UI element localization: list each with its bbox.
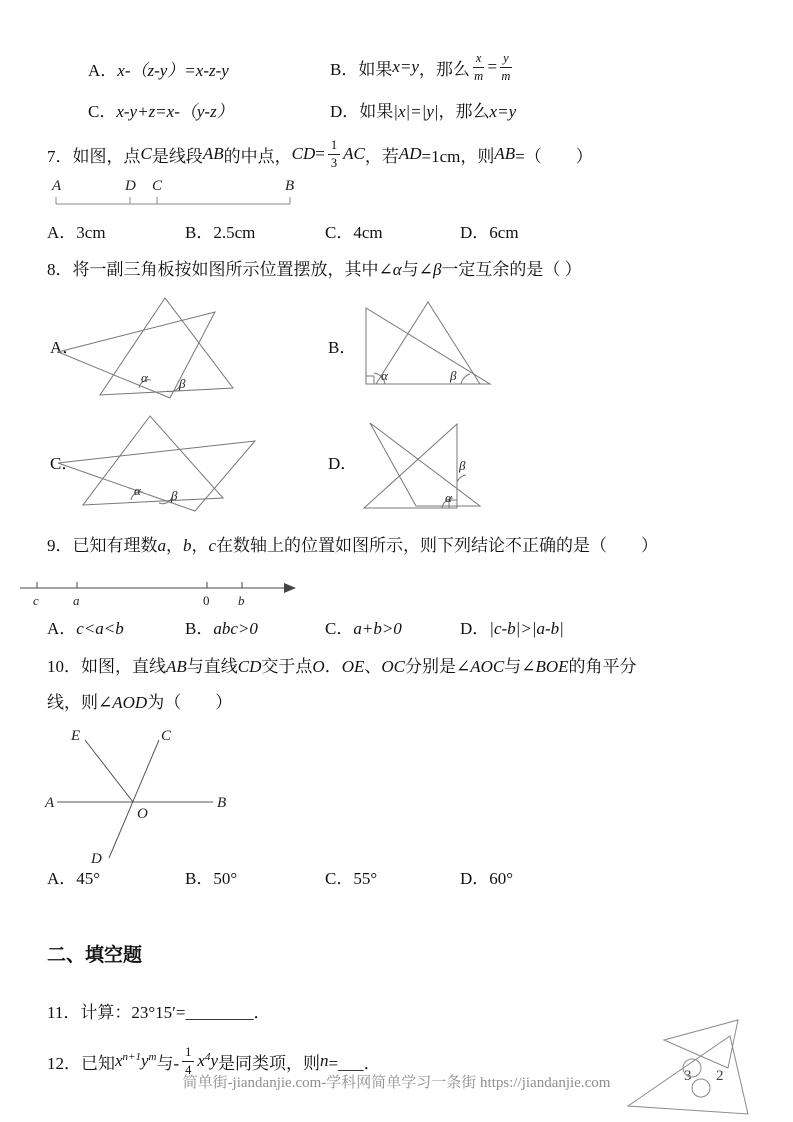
stem-math: AB (166, 657, 187, 676)
point-d-label: D (125, 178, 136, 194)
stem-text: 与直线 (186, 657, 238, 676)
option-text: ，那么 (418, 59, 470, 79)
question-number: 7． (47, 146, 73, 166)
exponent: 4 (204, 1050, 211, 1063)
option-letter: B． (185, 619, 214, 638)
stem-math: y (210, 1051, 218, 1071)
option-letter: B． (330, 59, 359, 79)
question-number: 9． (47, 536, 73, 555)
option-math: x-（z-y）=x-z-y (117, 61, 229, 80)
option-value: 50° (213, 869, 238, 888)
fraction-denominator: 3 (330, 155, 338, 170)
stem-text: 一定互余的是（ ） (441, 260, 582, 279)
option-value: 3cm (76, 223, 106, 242)
question-number: 11． (47, 1003, 81, 1022)
q10-option-d (460, 867, 513, 890)
question-number: 8． (47, 260, 73, 279)
option-letter: A． (47, 619, 77, 638)
point-e-label: E (71, 728, 81, 744)
stem-text: 线，则∠ (47, 693, 113, 712)
q7-option-c (325, 221, 383, 244)
fraction-numerator: x (473, 51, 485, 67)
fraction-denominator: 4 (185, 1062, 192, 1077)
point-o-label: O (137, 806, 148, 822)
point-b-label: B (217, 795, 227, 811)
stem-text: 是线段 (151, 146, 203, 166)
stem-text: 的中点， (223, 146, 292, 166)
option-value: |c-b|>|a-b| (489, 619, 564, 638)
option-value: 60° (489, 869, 514, 888)
alpha-label: α (134, 483, 141, 498)
option-value: a+b>0 (353, 619, 402, 638)
diagram-letter: B． (328, 338, 357, 357)
q9-stem (47, 534, 658, 557)
option-math: |x|=|y| (393, 102, 439, 121)
q8-diagram-b (358, 296, 498, 391)
equals-sign: = (315, 144, 325, 163)
stem-text: 在数轴上的位置如图所示，则下列结论不正确的是（ ） (216, 536, 659, 555)
stem-math: AB (202, 144, 224, 163)
answer-blank: =___． (328, 1053, 381, 1073)
page-number-2: 2 (716, 1068, 724, 1084)
stem-text: 将一副三角板按如图所示位置摆放，其中∠ (72, 260, 393, 279)
q10-option-b (185, 867, 237, 890)
option-letter: A． (47, 869, 77, 888)
option-math: x=y (489, 102, 517, 121)
point-b-label: B (285, 178, 295, 194)
q8-diagram-a (55, 290, 270, 405)
option-value: 45° (76, 869, 101, 888)
option-value: 2.5cm (213, 223, 256, 242)
beta-label: β (459, 458, 466, 473)
beta-label: β (171, 488, 178, 503)
stem-text: 如图，直线 (81, 657, 166, 676)
option-letter: B． (185, 869, 214, 888)
point-a-label: A (45, 795, 55, 811)
fraction-numerator: 1 (328, 138, 340, 154)
monomial-2 (197, 1051, 218, 1071)
option-text: 如果 (358, 59, 393, 79)
q6-option-d (330, 100, 516, 123)
monomial-1 (115, 1051, 156, 1071)
option-letter: C． (325, 223, 354, 242)
stem-text: 为（ ） (147, 693, 233, 712)
option-value: abc>0 (213, 619, 258, 638)
option-letter: A． (88, 61, 118, 80)
stem-math: AD (398, 144, 422, 163)
stem-math: OE (341, 657, 365, 676)
option-text: ，那么 (438, 102, 490, 121)
q8-stem (47, 258, 582, 281)
exponent: m (148, 1050, 157, 1063)
stem-text: 与∠ (504, 657, 536, 676)
exponent: n+1 (122, 1050, 141, 1063)
q6-option-a (88, 59, 229, 82)
q10-stem-line1 (47, 655, 637, 678)
stem-text: ， (166, 536, 183, 555)
stem-math: x (197, 1051, 205, 1071)
q7-option-a (47, 221, 106, 244)
q7-segment-diagram (50, 176, 300, 212)
q7-stem (47, 134, 593, 174)
axis-zero-label: 0 (203, 593, 210, 608)
q9-number-line (18, 574, 308, 610)
option-letter: D． (330, 102, 360, 121)
stem-math: n (320, 1051, 329, 1070)
q8-diagram-d (358, 418, 488, 513)
option-value: 55° (353, 869, 378, 888)
option-letter: A． (47, 223, 77, 242)
stem-math: y (140, 1051, 149, 1071)
fraction-y-over-m (500, 51, 512, 83)
section-title-text: 二、填空题 (47, 945, 143, 966)
stem-math: O (312, 657, 325, 676)
stem-text: 与- (156, 1053, 180, 1073)
fraction-denominator: m (474, 68, 484, 83)
stem-math: AOC (470, 657, 505, 676)
stem-text: ． (253, 1003, 271, 1022)
option-value: 4cm (353, 223, 383, 242)
option-text: 如果 (359, 102, 394, 121)
axis-a-label: a (73, 593, 80, 608)
stem-text: =1cm，则 (421, 146, 495, 166)
stem-text: 计算：23°15′= (80, 1003, 186, 1022)
option-value: c<a<b (76, 619, 124, 638)
alpha-label: α (381, 368, 388, 383)
stem-math: CD (291, 144, 316, 163)
stem-text: 的角平分 (568, 657, 637, 676)
alpha-label: α (445, 490, 452, 505)
question-number: 10． (47, 657, 81, 676)
point-c-label: C (161, 728, 172, 744)
q9-option-c (325, 617, 402, 640)
stem-text: 已知有理数 (72, 536, 158, 555)
diagram-letter: C． (50, 454, 79, 473)
stem-text: ． (324, 657, 342, 676)
stem-math: a (157, 536, 166, 555)
option-letter: D． (460, 223, 490, 242)
q6-option-b (330, 48, 515, 86)
q10-option-a (47, 867, 100, 890)
q8-diagram-c (55, 410, 270, 515)
axis-b-label: b (238, 593, 245, 608)
fraction-numerator: y (500, 51, 512, 67)
option-letter: C． (325, 619, 354, 638)
q6-option-c (88, 100, 234, 123)
q9-option-b (185, 617, 258, 640)
stem-math: AOD (112, 693, 148, 712)
stem-math: BOE (535, 657, 569, 676)
option-math: x=y (392, 57, 419, 76)
option-letter: D． (460, 869, 490, 888)
option-letter: C． (325, 869, 354, 888)
diagram-letter: D． (328, 454, 358, 473)
section-title (47, 944, 142, 967)
option-letter: D． (460, 619, 490, 638)
footer-text: 简单街-jiandanjie.com-学科网简单学习一条街 https://jiandanjie.com (182, 1075, 611, 1091)
q7-option-d (460, 221, 519, 244)
stem-text: 已知 (81, 1053, 115, 1073)
q8-label-b (328, 336, 356, 359)
fraction-numerator: 1 (182, 1045, 194, 1061)
q7-option-b (185, 221, 255, 244)
alpha-label: α (141, 370, 148, 385)
stem-text: 与∠ (401, 260, 433, 279)
stem-math: AC (343, 144, 365, 163)
stem-math: c (208, 536, 217, 555)
stem-text: ，若 (364, 146, 399, 166)
stem-text: 分别是∠ (404, 657, 471, 676)
stem-math: b (183, 536, 192, 555)
q8-label-d (328, 452, 357, 475)
stem-text: 、 (364, 657, 382, 676)
fraction-x-over-m (473, 51, 485, 83)
equals-sign: = (487, 57, 498, 76)
arrowhead (284, 583, 296, 593)
stem-math: OC (381, 657, 405, 676)
stem-math: x (115, 1051, 123, 1071)
diagram-letter: A． (50, 338, 80, 357)
point-a-label: A (52, 178, 62, 194)
fraction-one-third (328, 138, 340, 170)
option-math: x-y+z=x-（y-z） (116, 102, 234, 121)
stem-math: AB (494, 144, 516, 163)
question-number: 12． (47, 1053, 81, 1073)
page-number-1: 3 (684, 1068, 692, 1084)
beta-label: β (450, 368, 457, 383)
stem-text: =（ ） (515, 146, 593, 166)
corner-triangles-figure (608, 1016, 788, 1122)
stem-text: 是同类项，则 (218, 1053, 320, 1073)
point-d-label: D (91, 851, 102, 867)
q9-option-d (460, 617, 564, 640)
beta-label: β (179, 376, 186, 391)
option-value: 6cm (489, 223, 519, 242)
q10-stem-line2 (47, 691, 232, 714)
option-letter: B． (185, 223, 214, 242)
point-c-label: C (152, 178, 163, 194)
q10-option-c (325, 867, 377, 890)
q10-angle-diagram (45, 728, 230, 868)
stem-math: CD (237, 657, 262, 676)
stem-math: α (392, 260, 402, 279)
axis-c-label: c (33, 593, 39, 608)
stem-math: C (140, 144, 152, 163)
stem-text: 交于点 (261, 657, 313, 676)
fraction-denominator: m (501, 68, 511, 83)
q9-option-a (47, 617, 124, 640)
stem-math: β (432, 260, 442, 279)
q11-stem (47, 1001, 270, 1024)
option-letter: C． (88, 102, 117, 121)
stem-text: ， (191, 536, 209, 555)
answer-blank: ________ (185, 1003, 254, 1022)
stem-text: 如图，点 (72, 146, 141, 166)
